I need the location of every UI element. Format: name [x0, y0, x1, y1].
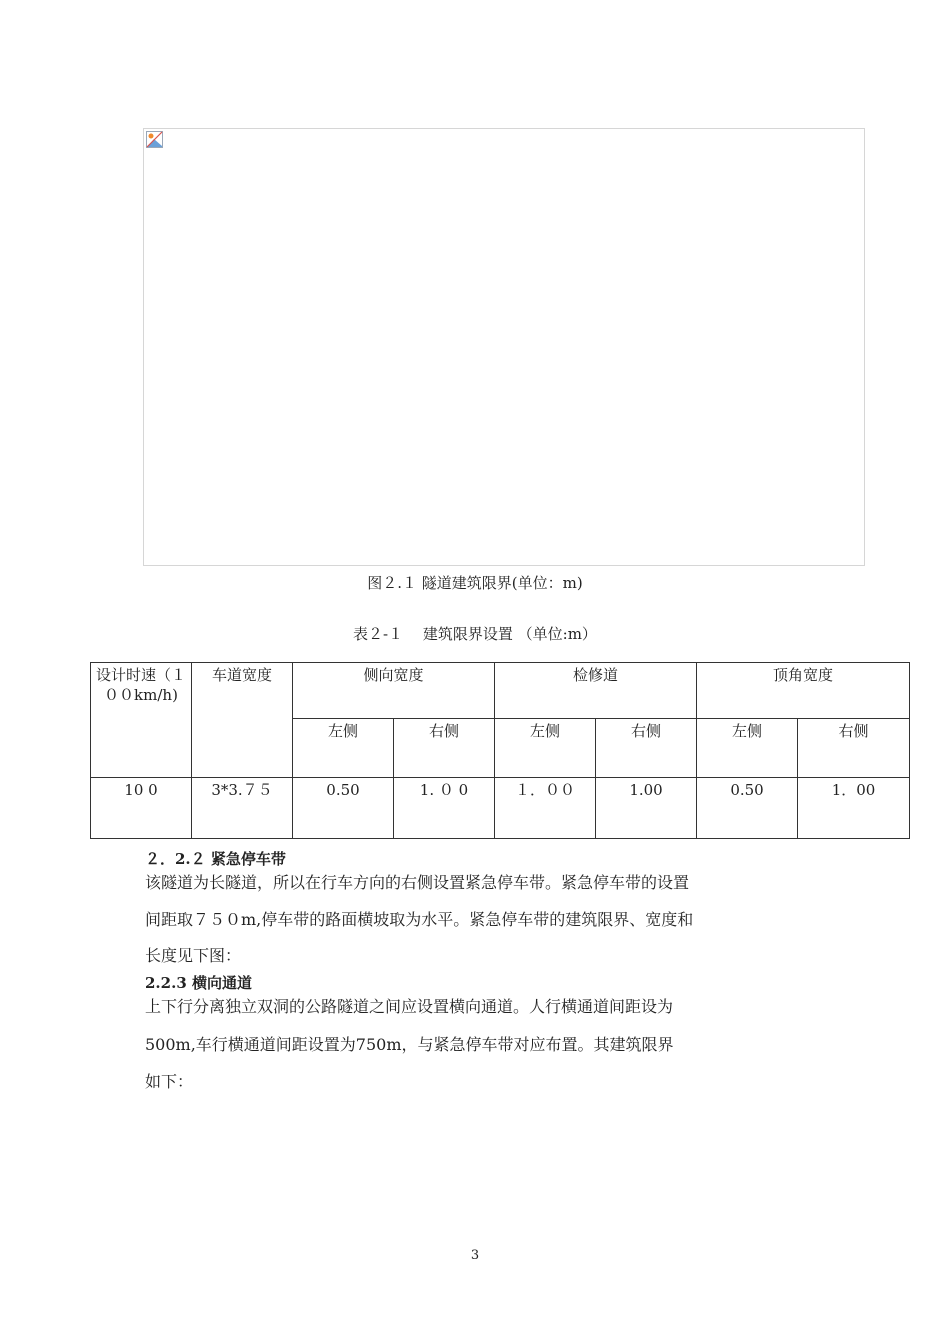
paragraph-line: 间距取７５０m,停车带的路面横坡取为水平。紧急停车带的建筑限界、宽度和: [145, 910, 694, 929]
subheader-cell: 右侧: [798, 719, 910, 778]
table-cell: 3*3.７５: [192, 778, 293, 839]
header-side-width: 侧向宽度: [293, 663, 495, 719]
header-lane-width: 车道宽度: [192, 663, 293, 778]
header-speed: 设计时速（１００km/h): [91, 663, 192, 778]
figure-placeholder: [143, 128, 865, 566]
figure-caption: 图２.１ 隧道建筑限界(单位：m): [367, 574, 583, 592]
section-heading: ２．2.２ 紧急停车带: [145, 850, 286, 868]
paragraph-line: 上下行分离独立双洞的公路隧道之间应设置横向通道。人行横通道间距设为: [145, 997, 674, 1016]
table-cell: 10 0: [91, 778, 192, 839]
table-cell: 0.50: [697, 778, 798, 839]
header-maintenance: 检修道: [495, 663, 697, 719]
table-cell: 1. ０ 0: [394, 778, 495, 839]
broken-image-icon: [146, 131, 163, 148]
section-heading: 2.2.3 横向通道: [145, 974, 252, 992]
paragraph-line: 长度见下图：: [145, 946, 242, 965]
subheader-cell: 左侧: [495, 719, 596, 778]
table-cell: 0.50: [293, 778, 394, 839]
subheader-cell: 右侧: [394, 719, 495, 778]
table-cell: １．００: [495, 778, 596, 839]
table-caption: 表２-１ 建筑限界设置 （单位:m）: [353, 625, 597, 643]
table-cell: 1．00: [798, 778, 910, 839]
table-row: [91, 778, 910, 839]
page-number: 3: [470, 1248, 480, 1263]
paragraph-line: 500m,车行横通道间距设置为750m，与紧急停车带对应布置。其建筑限界: [145, 1035, 674, 1054]
subheader-cell: 右侧: [596, 719, 697, 778]
paragraph-line: 如下：: [145, 1072, 194, 1091]
clearance-table: [90, 662, 910, 839]
subheader-cell: 左侧: [697, 719, 798, 778]
paragraph-line: 该隧道为长隧道，所以在行车方向的右侧设置紧急停车带。紧急停车带的设置: [145, 873, 690, 892]
table-cell: 1.00: [596, 778, 697, 839]
header-crown-width: 顶角宽度: [697, 663, 910, 719]
subheader-cell: 左侧: [293, 719, 394, 778]
